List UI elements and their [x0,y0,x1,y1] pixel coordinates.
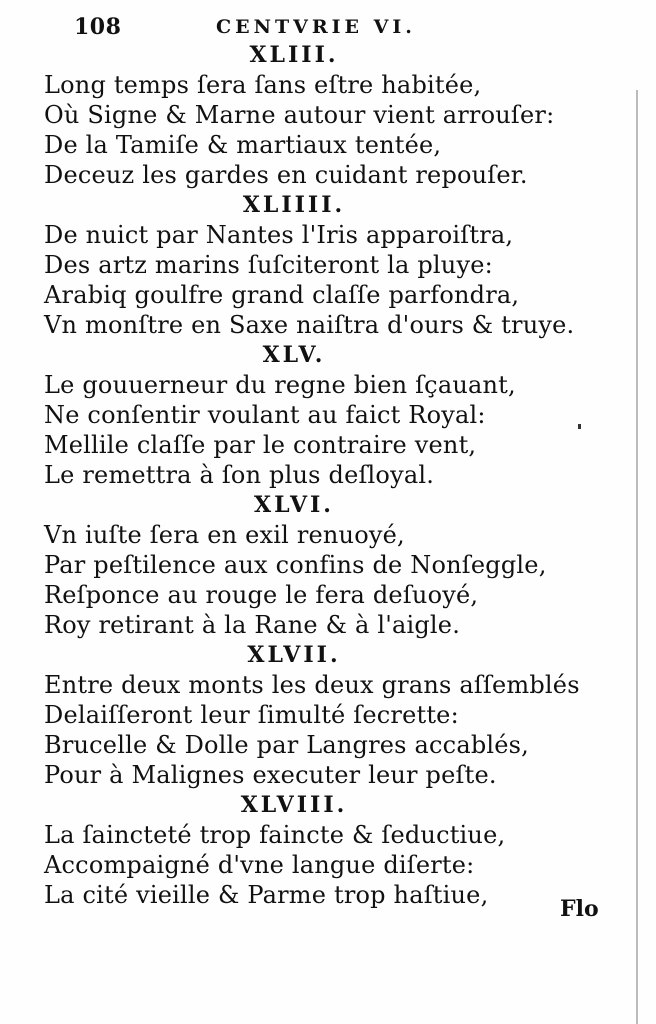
quatrain [44,790,604,910]
verse-line: Brucelle & Dolle par Langres accablés, [44,731,530,759]
verse-line: Le gouuerneur du regne bien ſçauant, [44,371,516,399]
verse-line: Roy retirant à la Rane & à l'aigle. [44,611,461,639]
verse-line: Des artz marins ſuſciteront la pluye: [44,251,493,279]
verse-line: Arabiq goulfre grand claſſe parfondra, [44,281,520,309]
verse-line: Entre deux monts les deux grans aſſemblés [44,671,580,699]
verse-line: Vn monſtre en Saxe naiſtra d'ours & truye. [44,311,575,339]
quatrain-title: XLVIII. [240,792,348,818]
quatrain [44,640,604,790]
quatrain [44,190,604,340]
quatrain [44,340,604,490]
verse-line: Ne conſentir voulant au faict Royal: [44,401,486,429]
verse-line: Long temps ſera ſans eſtre habitée, [44,71,482,99]
verse-line: Pour à Malignes executer leur peſte. [44,761,497,789]
catchword: Flo [560,896,599,922]
quatrain [44,490,604,640]
verse-line: Le remettra à ſon plus deſloyal. [44,461,435,489]
verse-line: Deceuz les gardes en cuidant repouſer. [44,161,528,189]
verse-body [44,40,604,910]
page-number: 108 [74,14,122,40]
quatrain-title: XLIII. [249,42,339,68]
verse-line: De nuict par Nantes l'Iris apparoiſtra, [44,221,514,249]
quatrain-title: XLVI. [254,492,334,518]
verse-line: La cité vieille & Parme trop haſtiue, [44,881,489,909]
verse-line: Delaiſſeront leur ſimulté ſecrette: [44,701,459,729]
verse-line: De la Tamiſe & martiaux tentée, [44,131,442,159]
running-head: CENTVRIE VI. [216,16,416,38]
page-edge-shadow [636,90,638,1024]
quatrain-title: XLVII. [247,642,341,668]
verse-line: Vn iuſte ſera en exil renuoyé, [44,521,405,549]
quatrain-title: XLIIII. [242,192,346,218]
quatrain [44,40,604,190]
verse-line: Accompaigné d'vne langue diſerte: [44,851,475,879]
quatrain-title: XLV. [262,342,326,368]
verse-line: Par peſtilence aux confins de Nonſeggle, [44,551,547,579]
verse-line: La ſaincteté trop faincte & ſeductiue, [44,821,506,849]
verse-line: Mellile claſſe par le contraire vent, [44,431,477,459]
verse-line: Où Signe & Marne autour vient arrouſer: [44,101,555,129]
ink-speck [578,424,581,429]
verse-line: Reſponce au rouge le fera deſuoyé, [44,581,479,609]
